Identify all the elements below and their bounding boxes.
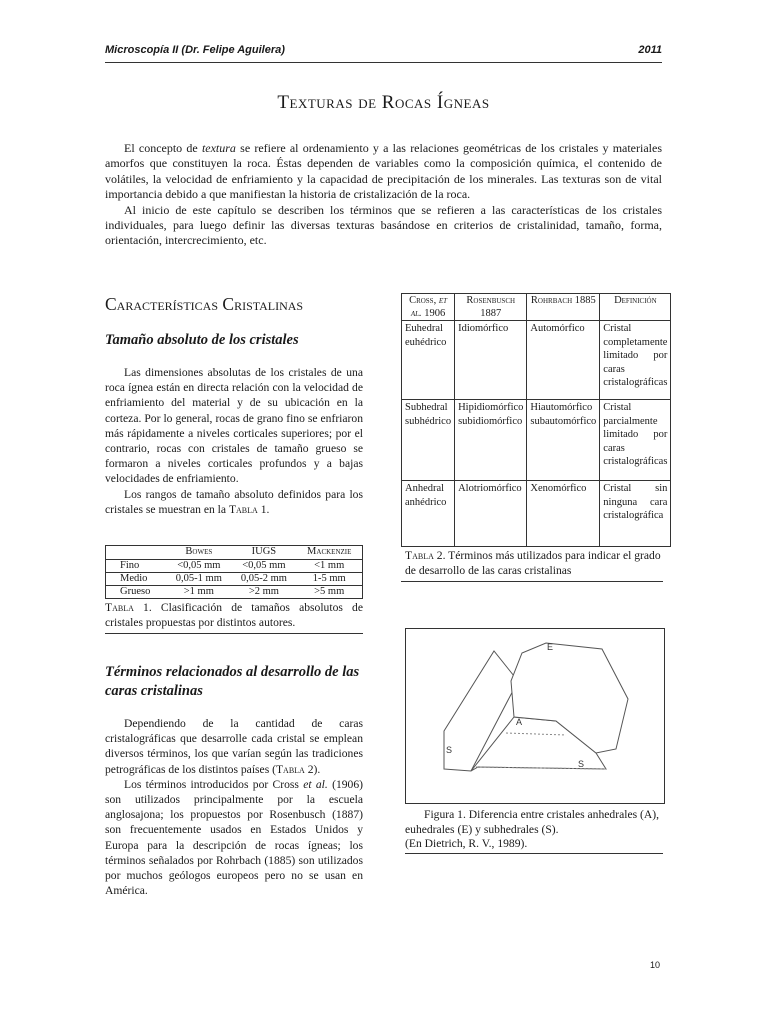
page-number: 10: [649, 960, 660, 970]
table-cell: <0,05 mm: [166, 559, 231, 572]
table-cell: Subhedral subhédrico: [402, 400, 455, 481]
table1-caption-rule: [105, 633, 363, 634]
faces-paragraph-2: Los términos introducidos por Cross et al. (1906) son utilizados principalmente por la escuela anglosajona; los propuestos por Rosenbusch (1887) son frecuentemente usados en Estados Unidos y Europa para la descripción de rocas ígneas; los términos señalados por Rohrbach (1885) son utilizados por muchos geólogos europeos pero no se usan en América.: [105, 777, 363, 898]
table-2: [401, 293, 671, 547]
subsection-heading-faces: Términos relacionados al desarrollo de las caras cristalinas: [105, 664, 360, 699]
subhedral-crystal-left: [444, 651, 518, 771]
term-textura: textura: [201, 141, 236, 155]
size-paragraph-1: Las dimensiones absolutas de los cristales de una roca ígnea están en directa relación con la velocidad de enfriamiento del material y de su ubicación en la corteza. Por lo general, rocas de grano fino se enfriaron más rápidamente a niveles corticales superiores; por el contrario, rocas con cristales de tamaño grueso se formaron a niveles corticales profundos y a bajas velocidades de enfriamiento.: [105, 366, 363, 486]
table-cell: Idiomórfico: [455, 321, 527, 400]
table2-header-cell: Cross, et al. 1906: [402, 294, 455, 321]
table2-caption-rule: [401, 581, 663, 582]
table-cell: <1 mm: [296, 559, 362, 572]
header-year: 2011: [638, 44, 662, 56]
figure1-caption-line2: (En Dietrich, R. V., 1989).: [405, 837, 528, 851]
figure1-caption: [405, 808, 663, 852]
table-cell: 0,05-1 mm: [166, 572, 231, 585]
table1-header-cell: Mackenzie: [296, 546, 362, 560]
table-row: [106, 572, 363, 585]
table-cell: Hiautomórfico subautomórfico: [527, 400, 600, 481]
table-cell: Cristal completamente limitado por caras cristalográficas: [600, 321, 671, 400]
table-row: [402, 400, 671, 481]
faces-paragraph-1: Dependiendo de la cantidad de caras cristalográficas que desarrolle cada cristal se emplean diversos términos, los que varían según las tradiciones petrográficas de los distintos países (Tabla 2).: [105, 717, 363, 776]
table-cell: Cristal sin ninguna cara cristalográfica: [600, 481, 671, 547]
header-rule: [105, 62, 662, 63]
header-course: Microscopía II (Dr. Felipe Aguilera): [105, 44, 285, 56]
table-cell: Alotriomórfico: [455, 481, 527, 547]
table-cell: Euhedral euhédrico: [402, 321, 455, 400]
table-cell: Anhedral anhédrico: [402, 481, 455, 547]
table1-caption: Tabla 1. Clasificación de tamaños absolutos de cristales propuestas por distintos autores.: [105, 601, 363, 629]
label-a: A: [516, 717, 523, 727]
table1-header-cell: IUGS: [231, 546, 296, 560]
table-cell: >1 mm: [166, 585, 231, 598]
table1-reference: Tabla 1: [228, 502, 267, 516]
table2-caption: Tabla 2. Términos más utilizados para indicar el grado de desarrollo de las caras cristalinas: [405, 549, 661, 577]
table-cell: Cristal parcialmente limitado por caras cristalográficas: [600, 400, 671, 481]
running-header: [105, 44, 662, 56]
table-cell: <0,05 mm: [231, 559, 296, 572]
table-cell: Hipidiomórfico subidiomórfico: [455, 400, 527, 481]
label-s-left: S: [446, 745, 453, 755]
table1-header-cell: [106, 546, 167, 560]
euhedral-crystal: [511, 643, 628, 753]
table-1: [105, 545, 363, 599]
label-s-right: S: [578, 759, 585, 769]
crystal-diagram: [406, 629, 664, 803]
table-row: [402, 321, 671, 400]
figure-1: [405, 628, 665, 804]
table-cell: >2 mm: [231, 585, 296, 598]
table1-header-row: [106, 546, 363, 560]
table-cell: 1-5 mm: [296, 572, 362, 585]
table-cell: Medio: [106, 572, 167, 585]
faces-text: [105, 716, 363, 898]
table1-header-cell: Bowes: [166, 546, 231, 560]
table-row: [106, 559, 363, 572]
intro-paragraph-1: El concepto de textura se refiere al ordenamiento y a las relaciones geométricas de los cristales y materiales amorfos que constituyen la roca. Éstas dependen de variables como la composición química, el contenido de volátiles, la velocidad de enfriamiento y la capacidad de precipitación de los minerales. Las texturas son de vital importancia debido a que manifiestan la historia de cristalización de la roca.: [105, 141, 662, 202]
figure1-caption-line1: Figura 1. Diferencia entre cristales anhedrales (A), euhedrales (E) y subhedrales (S).: [405, 808, 659, 836]
section-heading: Características Cristalinas: [105, 294, 304, 314]
table-cell: Xenomórfico: [527, 481, 600, 547]
table2-header-cell: Definición: [600, 294, 671, 321]
subsection-heading-size: Tamaño absoluto de los cristales: [105, 332, 299, 348]
intro-text: [105, 141, 662, 249]
table-cell: Fino: [106, 559, 167, 572]
label-e: E: [547, 642, 554, 652]
table-cell: 0,05-2 mm: [231, 572, 296, 585]
table2-header-cell: Rohrbach 1885: [527, 294, 600, 321]
figure1-caption-rule: [405, 853, 663, 854]
table-cell: >5 mm: [296, 585, 362, 598]
table-cell: Grueso: [106, 585, 167, 598]
size-text: [105, 365, 363, 517]
table2-header-row: [402, 294, 671, 321]
hidden-edge: [506, 733, 566, 735]
table2-reference: Tabla 2: [275, 762, 314, 776]
page-title: Texturas de Rocas Ígneas: [277, 92, 490, 113]
size-paragraph-2: Los rangos de tamaño absoluto definidos para los cristales se muestran en la Tabla 1.: [105, 487, 363, 516]
table-row: [402, 481, 671, 547]
table-row: [106, 585, 363, 598]
intro-paragraph-2: Al inicio de este capítulo se describen los términos que se refieren a las características de los cristales individuales, para luego definir las diversas texturas basándose en criterios de cristalinidad, tamaño, forma, orientación, intercrecimiento, etc.: [105, 202, 662, 248]
table-cell: Automórfico: [527, 321, 600, 400]
table2-header-cell: Rosenbusch 1887: [455, 294, 527, 321]
